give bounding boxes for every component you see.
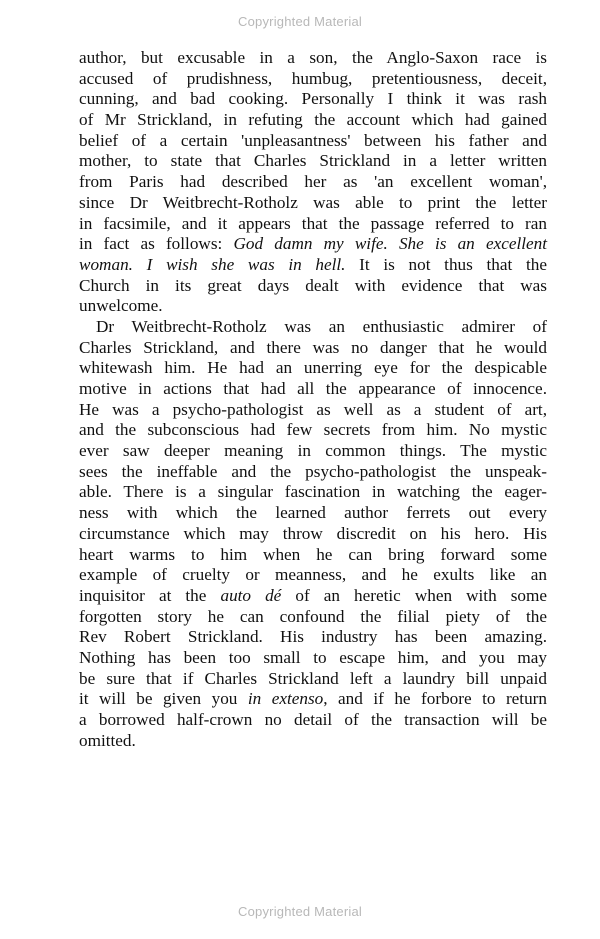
text-line: whitewash him. He had an unerring eye for the despicable (79, 358, 547, 378)
italic-phrase: auto dé (220, 585, 282, 605)
text-line: inquisitor at the auto dé of an heretic when with some (79, 585, 548, 605)
text-line: Rev Robert Strickland. His industry has been amazing. (79, 627, 547, 647)
text-line: ness with which the learned author ferrets out every (79, 503, 547, 523)
text-line: it will be given you in extenso, and if he forbore to return (79, 689, 547, 709)
text-line: of Mr Strickland, in refuting the account which had gained (79, 110, 547, 130)
text-line: circumstance which may throw discredit on his hero. His (79, 523, 547, 543)
text-line: sees the ineffable and the psycho-pathologist the unspeak- (79, 461, 547, 481)
text-line: forgotten story he can confound the filial piety of the (79, 606, 547, 626)
text-line: heart warms to him when he can bring forward some (79, 544, 547, 564)
text-line: from Paris had described her as 'an excellent woman', (79, 172, 547, 192)
text-line: Church in its great days dealt with evidence that was (79, 275, 547, 295)
italic-phrase: woman. I wish she was in hell. (79, 254, 346, 274)
text-line: author, but excusable in a son, the Anglo-Saxon race is (79, 48, 547, 67)
text-line: since Dr Weitbrecht-Rotholz was able to print the letter (79, 192, 547, 212)
text-line: motive in actions that had all the appearance of innocence. (79, 379, 547, 398)
text-line: belief of a certain 'unpleasantness' between his father and (79, 130, 547, 150)
italic-phrase: in extenso (247, 689, 324, 709)
text-line: mother, to state that Charles Strickland in a letter written (79, 151, 547, 171)
text-line: cunning, and bad cooking. Personally I think it was rash (79, 89, 547, 109)
text-line: woman. I wish she was in hell. It is not thus that the (79, 254, 547, 274)
page-body (79, 48, 547, 751)
watermark-top: Copyrighted Material (238, 14, 362, 29)
text-line: and the subconscious had few secrets from him. No mystic (79, 420, 547, 440)
text-line: He was a psycho-pathologist as well as a student of art, (79, 399, 547, 419)
text-line: Charles Strickland, and there was no danger that he would (79, 337, 547, 357)
paragraph-1 (79, 48, 547, 317)
text-line: in facsimile, and it appears that the passage referred to ran (79, 213, 547, 233)
text-line: unwelcome. (79, 296, 163, 316)
text-line: Dr Weitbrecht-Rotholz was an enthusiastic admirer of (96, 316, 547, 336)
text-line: example of cruelty or meanness, and he exults like an (79, 565, 547, 585)
watermark-bottom: Copyrighted Material (238, 904, 362, 919)
text-line: able. There is a singular fascination in watching the eager- (79, 482, 547, 502)
text-line: omitted. (79, 730, 136, 750)
text-line: Nothing has been too small to escape him, and you may (79, 647, 547, 667)
text-line: ever saw deeper meaning in common things. The mystic (79, 441, 547, 461)
italic-phrase: God damn my wife. She is an excellent (233, 234, 548, 254)
text-line: be sure that if Charles Strickland left a laundry bill unpaid (79, 668, 547, 688)
text-line: in fact as follows: God damn my wife. She is an excellent (79, 234, 548, 254)
text-line: a borrowed half-crown no detail of the transaction will be (79, 710, 547, 729)
text-line: accused of prudishness, humbug, pretentiousness, deceit, (79, 68, 547, 88)
paragraph-2 (79, 317, 547, 751)
